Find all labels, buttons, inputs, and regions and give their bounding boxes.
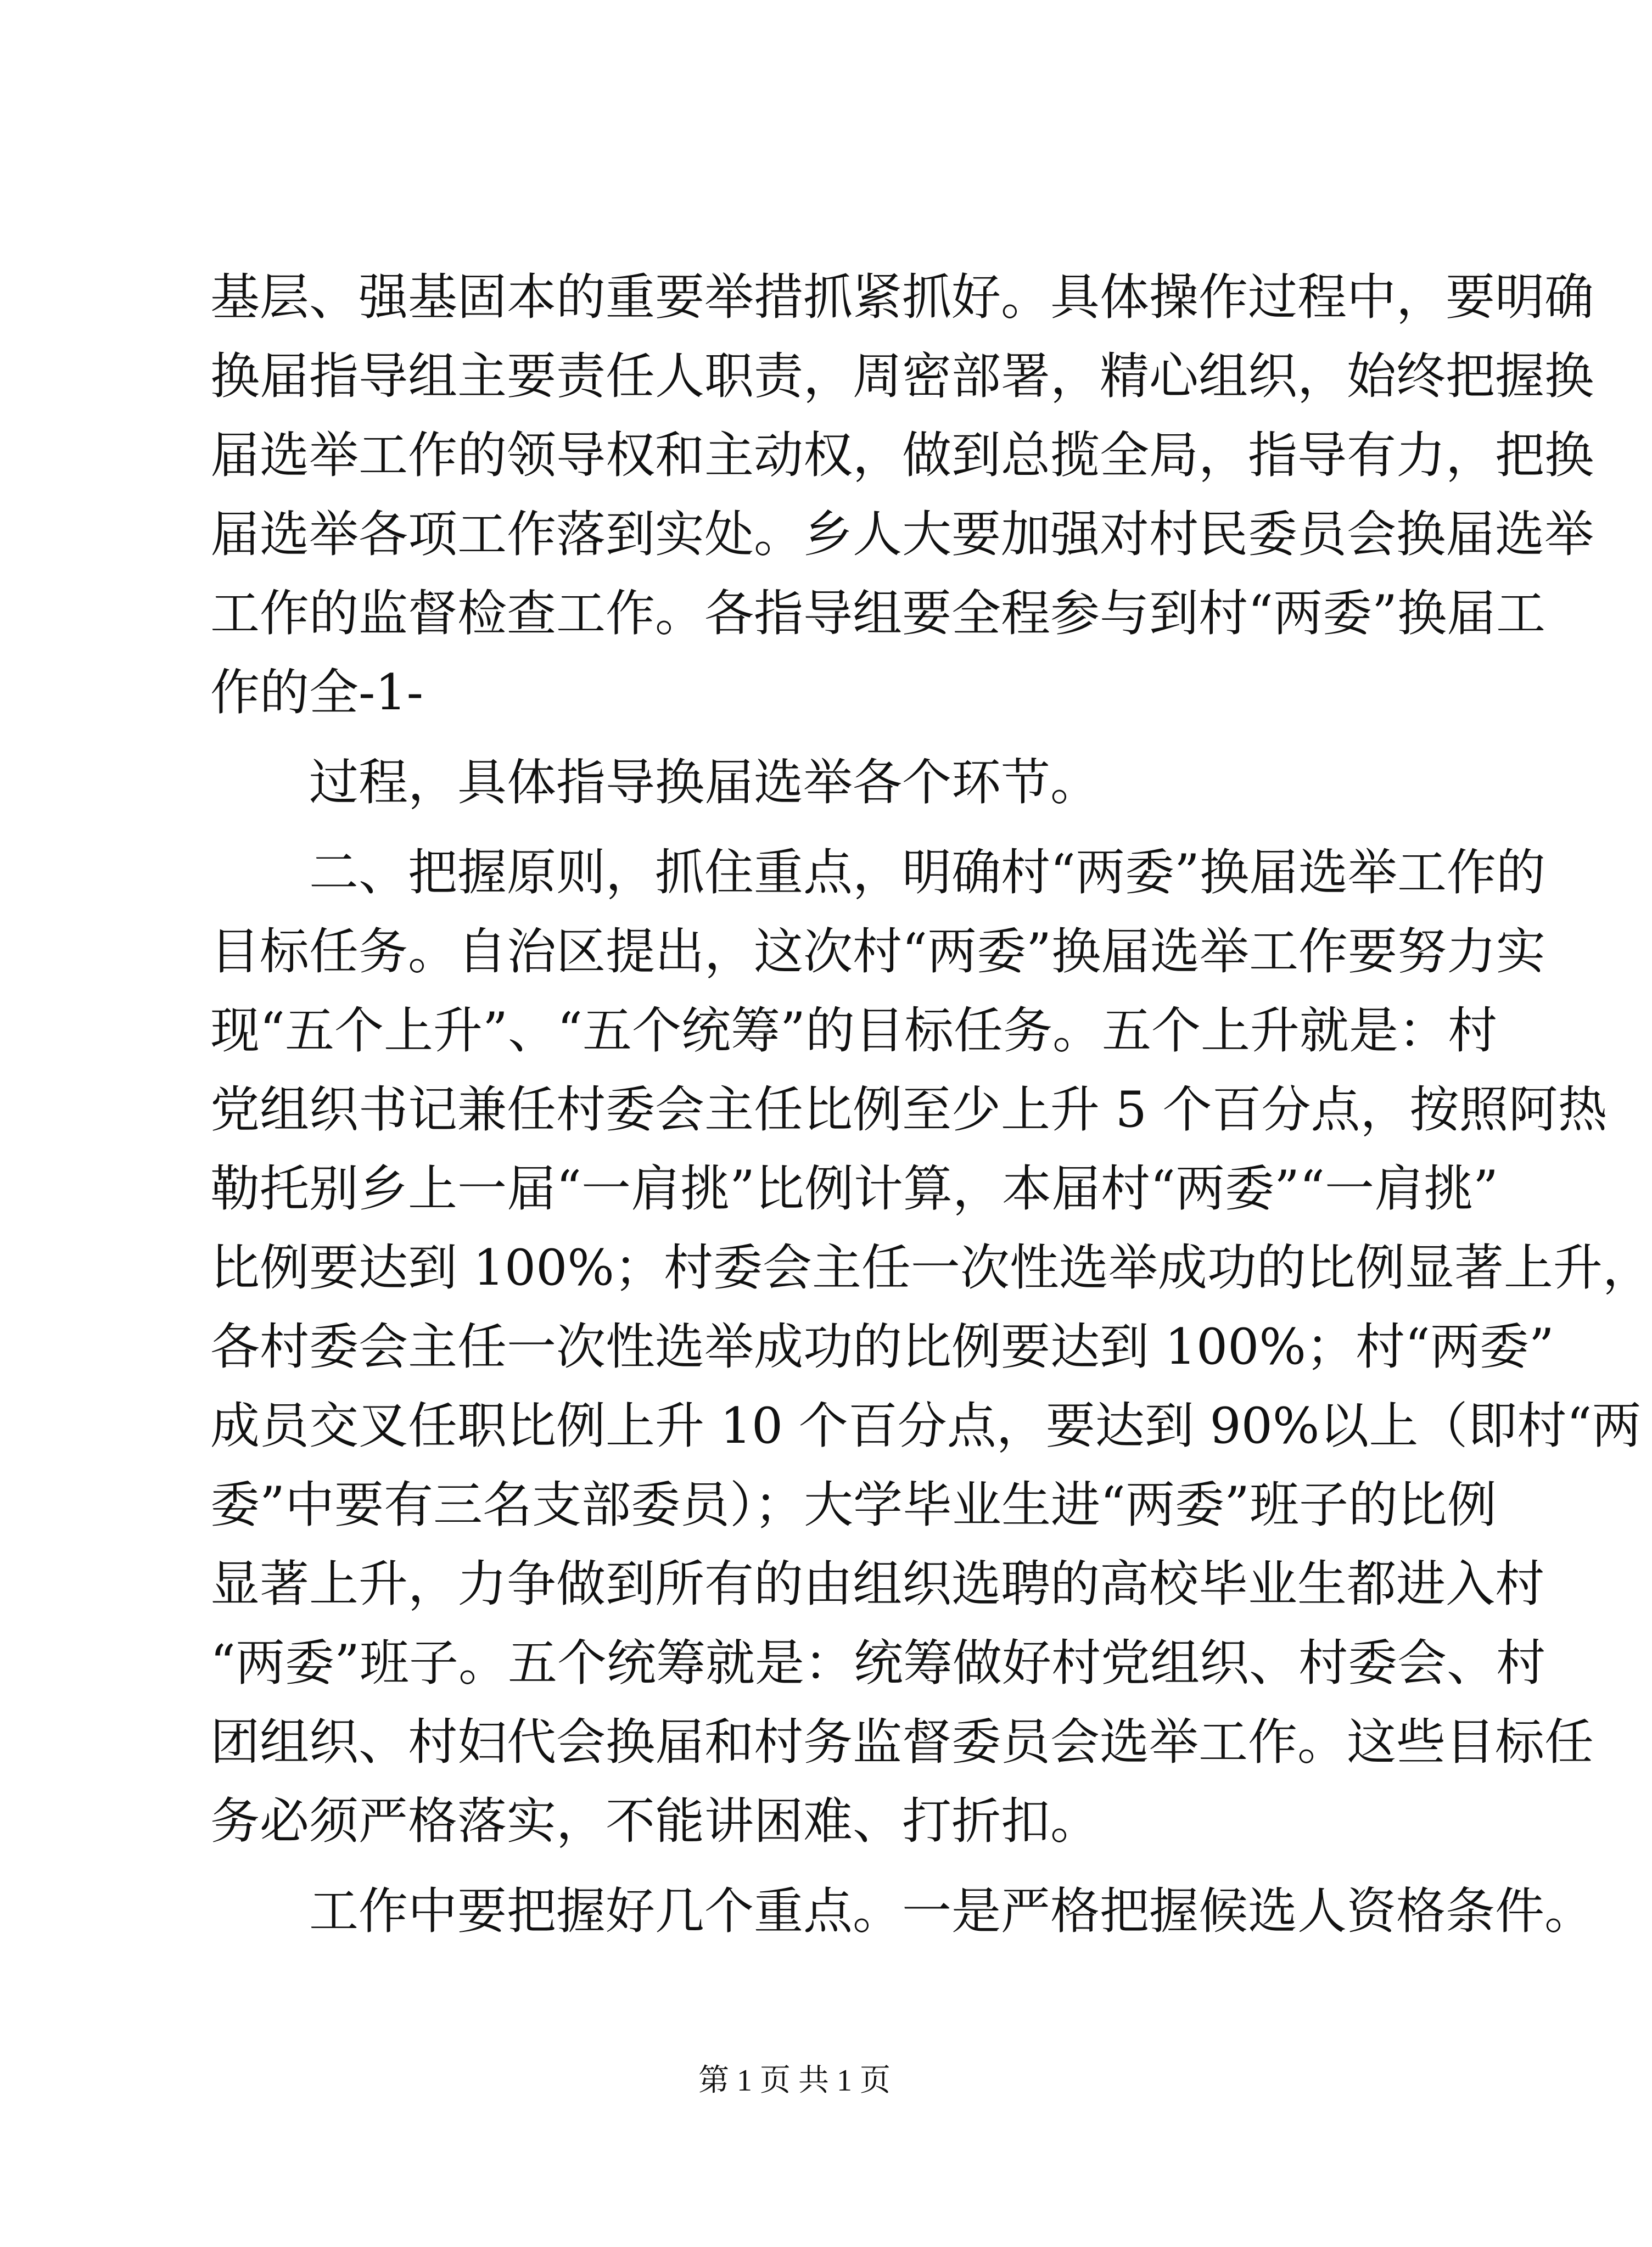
paragraph-4 xyxy=(210,1872,1594,1951)
text-line: 勒托别乡上一届“一肩挑”比例计算，本届村“两委”“一肩挑” xyxy=(210,1160,1499,1218)
paragraph-1 xyxy=(210,258,1594,732)
text-line: 党组织书记兼任村委会主任比例至少上升 5 个百分点，按照阿热 xyxy=(210,1081,1608,1139)
paragraph-3 xyxy=(210,833,1652,1861)
text-line: 团组织、村妇代会换届和村务监督委员会选举工作。这些目标任 xyxy=(210,1713,1594,1771)
document-body xyxy=(210,258,1652,1951)
text-line: 比例要达到 100%；村委会主任一次性选举成功的比例显著上升， xyxy=(210,1239,1652,1297)
text-line: 目标任务。自治区提出，这次村“两委”换届选举工作要努力实 xyxy=(210,923,1546,980)
text-line: 届选举各项工作落到实处。乡人大要加强对村民委员会换届选举 xyxy=(210,506,1594,563)
text-line: 委”中要有三名支部委员）；大学毕业生进“两委”班子的比例 xyxy=(210,1476,1497,1534)
page-footer: 第 1 页 共 1 页 xyxy=(698,2064,891,2098)
paragraph-2 xyxy=(210,743,1385,822)
text-line: 过程，具体指导换届选举各个环节。 xyxy=(309,754,1100,811)
text-line: 成员交叉任职比例上升 10 个百分点，要达到 90%以上（即村“两 xyxy=(210,1397,1642,1455)
text-line: 显著上升，力争做到所有的由组织选聘的高校毕业生都进入村 xyxy=(210,1555,1544,1613)
text-line: 工作中要把握好几个重点。一是严格把握候选人资格条件。 xyxy=(309,1882,1594,1940)
text-line: 作的全-1- xyxy=(210,664,424,721)
text-line: “两委”班子。五个统筹就是：统筹做好村党组织、村委会、村 xyxy=(210,1634,1546,1692)
text-line: 二、把握原则，抓住重点，明确村“两委”换届选举工作的 xyxy=(309,844,1546,901)
text-line: 换届指导组主要责任人职责，周密部署，精心组织，始终把握换 xyxy=(210,348,1594,405)
text-line: 基层、强基固本的重要举措抓紧抓好。具体操作过程中，要明确 xyxy=(210,268,1594,326)
text-line: 届选举工作的领导权和主动权，做到总揽全局，指导有力，把换 xyxy=(210,427,1594,484)
text-line: 现“五个上升”、“五个统筹”的目标任务。五个上升就是：村 xyxy=(210,1002,1498,1060)
text-line: 务必须严格落实，不能讲困难、打折扣。 xyxy=(210,1792,1100,1850)
text-line: 工作的监督检查工作。各指导组要全程参与到村“两委”换届工 xyxy=(210,585,1546,642)
text-line: 各村委会主任一次性选举成功的比例要达到 100%；村“两委” xyxy=(210,1318,1554,1376)
